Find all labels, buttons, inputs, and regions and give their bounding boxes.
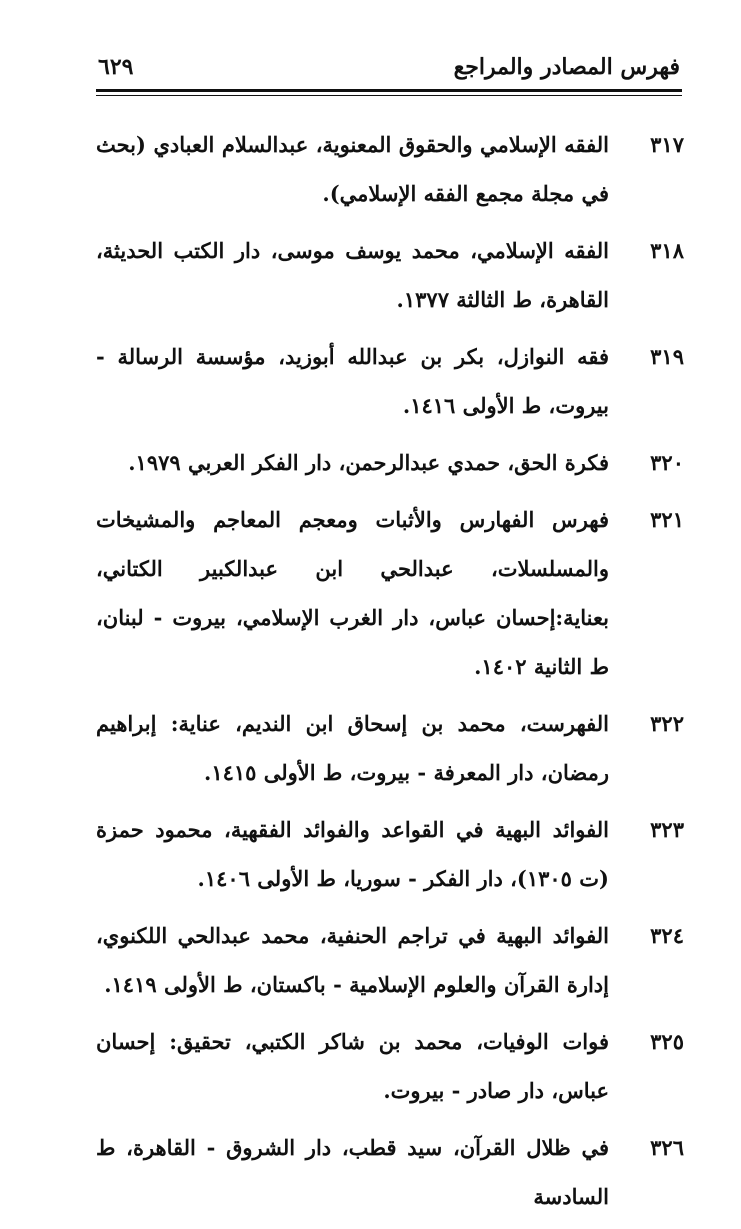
entry-text: الفوائد البهية في تراجم الحنفية، محمد عبدالحي اللكنوي، إدارة القرآن والعلوم الإسلامية - باكستان، ط الأولى ١٤١٩.	[96, 923, 609, 997]
header-rule-thick	[96, 89, 682, 92]
entry-number: ٣١٧	[650, 132, 684, 157]
entry-text: فوات الوفيات، محمد بن شاكر الكتبي، تحقيق: إحسان عباس، دار صادر - بيروت.	[96, 1029, 609, 1103]
bibliography-entry	[96, 1123, 684, 1221]
entry-text: الفوائد البهية في القواعد والفوائد الفقهية، محمود حمزة (ت ١٣٠٥)، دار الفكر - سوريا، ط الأولى ١٤٠٦.	[96, 817, 609, 891]
entry-text: فقه النوازل، بكر بن عبدالله أبوزيد، مؤسسة الرسالة - بيروت، ط الأولى ١٤١٦.	[96, 344, 609, 418]
bibliography-list	[96, 120, 684, 1229]
entry-number: ٣٢٦	[650, 1135, 684, 1160]
page-header	[98, 50, 680, 86]
entry-number: ٣٢١	[650, 507, 684, 532]
bibliography-entry	[96, 495, 684, 691]
entry-text: الفقه الإسلامي والحقوق المعنوية، عبدالسلام العبادي (بحث في مجلة مجمع الفقه الإسلامي).	[96, 132, 609, 206]
entry-number: ٣٢٠	[650, 450, 684, 475]
entry-number: ٣٢٥	[650, 1029, 684, 1054]
entry-number: ٣٢٤	[650, 923, 684, 948]
entry-text: الفهرست، محمد بن إسحاق ابن النديم، عناية: إبراهيم رمضان، دار المعرفة - بيروت، ط الأولى ١٤١٥.	[96, 711, 609, 785]
entry-text: فكرة الحق، حمدي عبدالرحمن، دار الفكر العربي ١٩٧٩.	[128, 450, 609, 475]
header-rule-thin	[96, 95, 682, 96]
entry-number: ٣١٩	[650, 344, 684, 369]
bibliography-entry	[96, 226, 684, 324]
bibliography-entry	[96, 120, 684, 218]
entry-text: الفقه الإسلامي، محمد يوسف موسى، دار الكتب الحديثة، القاهرة، ط الثالثة ١٣٧٧.	[96, 238, 609, 312]
bibliography-entry	[96, 805, 684, 903]
entry-text: في ظلال القرآن، سيد قطب، دار الشروق - القاهرة، ط السادسة	[96, 1135, 609, 1209]
entry-number: ٣٢٢	[650, 711, 684, 736]
bibliography-entry	[96, 438, 684, 487]
entry-number: ٣٢٣	[650, 817, 684, 842]
page-number: ٦٢٩	[98, 54, 134, 80]
bibliography-entry	[96, 1017, 684, 1115]
bibliography-entry	[96, 911, 684, 1009]
bibliography-entry	[96, 332, 684, 430]
entry-number: ٣١٨	[650, 238, 684, 263]
entry-text: فهرس الفهارس والأثبات ومعجم المعاجم والمشيخات والمسلسلات، عبدالحي ابن عبدالكبير الكتاني، بعناية:إحسان عباس، دار الغرب الإسلامي، بيروت - لبنان، ط الثانية ١٤٠٢.	[96, 507, 609, 679]
header-title: فهرس المصادر والمراجع	[453, 54, 680, 80]
bibliography-entry	[96, 699, 684, 797]
